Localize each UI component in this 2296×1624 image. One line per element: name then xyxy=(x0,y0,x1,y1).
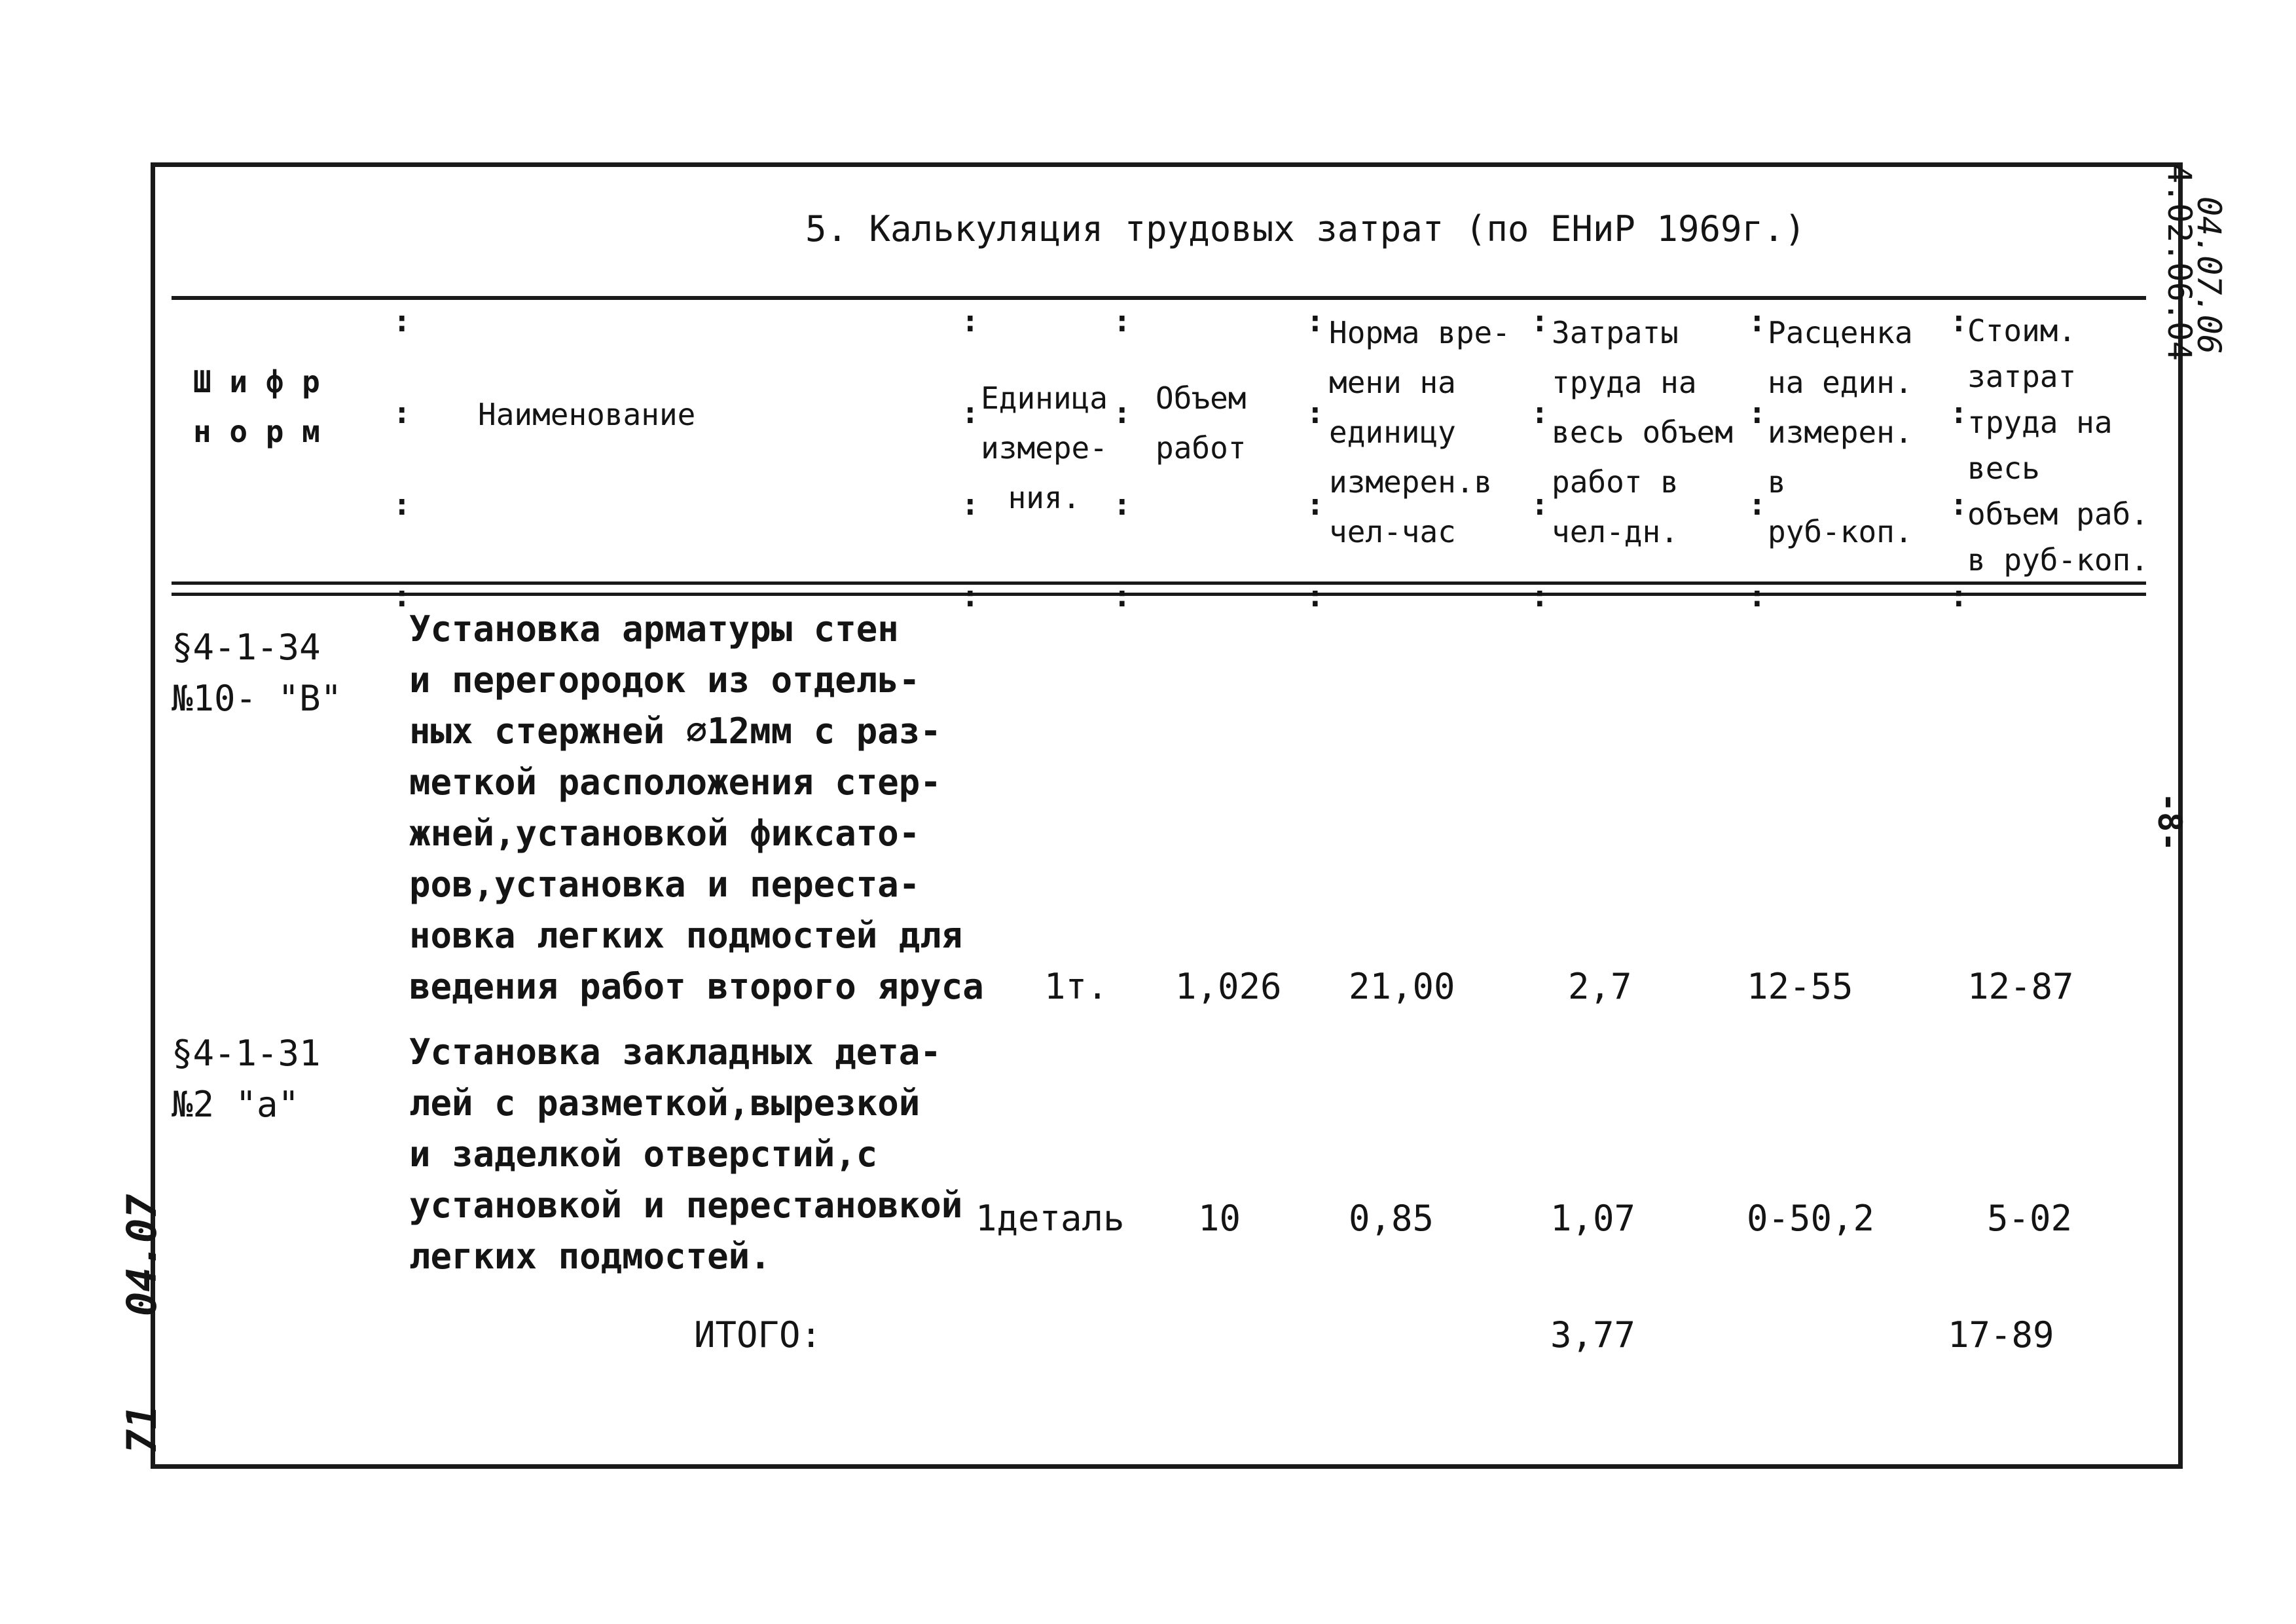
table-row-1-volume: 1,026 xyxy=(1175,966,1282,1007)
table-row-2-volume: 10 xyxy=(1198,1198,1241,1239)
header-volume: Объем работ xyxy=(1156,380,1247,466)
table-row-2-cost: 5-02 xyxy=(1987,1198,2073,1239)
margin-left-number: 71 xyxy=(118,1405,166,1454)
header-cost: Стоим. затрат труда на весь объем раб. в руб-коп. xyxy=(1967,313,2149,578)
page-title: 5. Калькуляция трудовых затрат (по ЕНиР 1969г.) xyxy=(805,208,1806,249)
header-top-rule xyxy=(172,296,2146,300)
total-labor: 3,77 xyxy=(1550,1314,1636,1356)
header-separator: : : : : xyxy=(1306,303,1324,614)
total-cost: 17-89 xyxy=(1948,1314,2054,1356)
table-row-1-unit: 1т. xyxy=(1044,966,1108,1007)
table-row-1-labor: 2,7 xyxy=(1568,966,1632,1007)
table-row-2-name: Установка закладных дета- лей с разметкой,вырезкой и заделкой отверстий,с установкой и перестановкой легких подмостей. xyxy=(409,1031,963,1277)
header-bottom-rule-2 xyxy=(172,593,2146,596)
header-rate: Расценка на един. измерен. в руб-коп. xyxy=(1768,315,1913,549)
table-row-2-code: §4-1-31 №2 "а" xyxy=(172,1033,321,1125)
margin-right-scrawl: 04.07.06 xyxy=(2190,196,2228,354)
table-row-1-rate: 12-55 xyxy=(1747,966,1853,1007)
header-separator: : : : : xyxy=(1113,303,1131,614)
header-name: Наименование xyxy=(478,397,696,432)
table-row-1-name: Установка арматуры стен и перегородок из отдель- ных стержней ∅12мм с раз- меткой расположения стер- жней,установкой фиксато- ров,установка и переста- новка легких подмостей для ведения работ второго яруса xyxy=(409,608,984,1007)
header-separator: : : : : xyxy=(393,303,411,614)
header-labor: Затраты труда на весь объем работ в чел-дн. xyxy=(1552,315,1733,549)
header-bottom-rule-1 xyxy=(172,581,2146,585)
margin-left-code: 04.07 xyxy=(118,1194,166,1316)
table-row-2-labor: 1,07 xyxy=(1550,1198,1636,1239)
header-separator: : : : : xyxy=(1950,303,1968,614)
total-label: ИТОГО: xyxy=(694,1314,822,1356)
header-separator: : : : : xyxy=(961,303,979,614)
table-row-2-rate: 0-50,2 xyxy=(1747,1198,1875,1239)
table-row-1-norm: 21,00 xyxy=(1349,966,1455,1007)
table-row-1-code: §4-1-34 №10- "В" xyxy=(172,627,342,719)
header-norm: Норма вре- мени на единицу измерен.в чел-час xyxy=(1329,315,1510,549)
header-code: Ш и ф р н о р м xyxy=(193,364,320,449)
header-separator: : : : : xyxy=(1748,303,1766,614)
page-number: -8- xyxy=(2151,792,2189,852)
table-row-2-norm: 0,85 xyxy=(1349,1198,1434,1239)
header-unit: Единица измере- ния. xyxy=(981,380,1108,515)
table-row-1-cost: 12-87 xyxy=(1967,966,2074,1007)
header-separator: : : : : xyxy=(1531,303,1549,614)
table-row-2-unit: 1деталь xyxy=(975,1198,1125,1239)
